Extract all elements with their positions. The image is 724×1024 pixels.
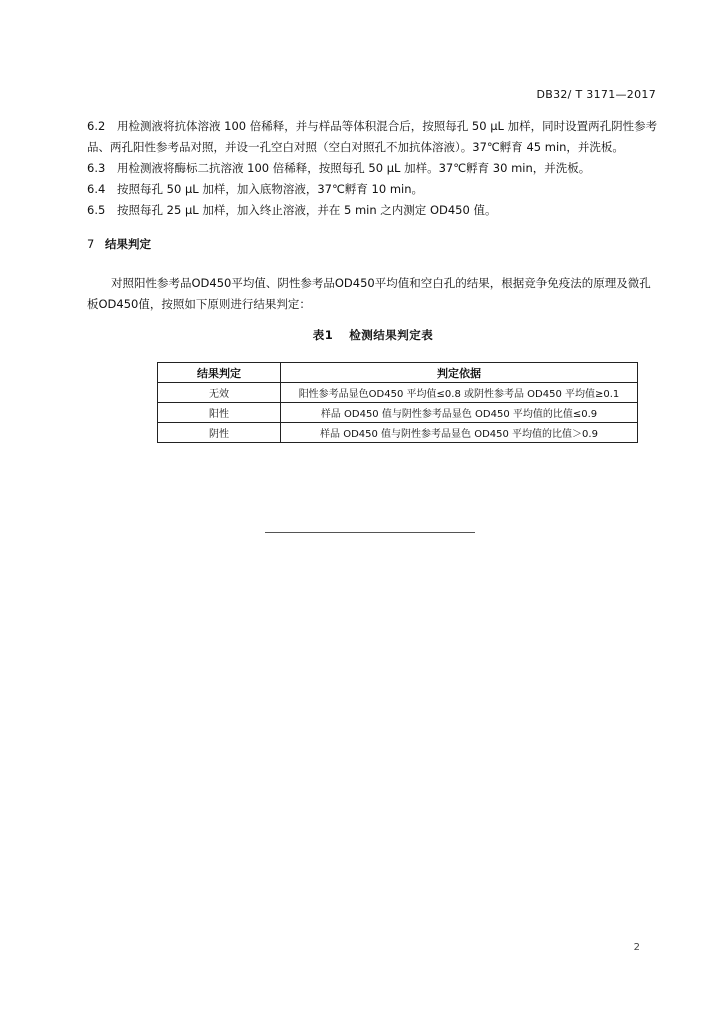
result-table xyxy=(157,362,638,443)
step-text: 按照每孔 50 μL 加样，加入底物溶液，37℃孵育 10 min。 xyxy=(117,182,424,196)
step-number: 6.3 xyxy=(87,161,106,175)
document-body xyxy=(87,116,659,346)
step-text: 用检测液将抗体溶液 100 倍稀释，并与样品等体积混合后，按照每孔 50 μL 加样，同时设置两孔阴性参考品、两孔阳性参考品对照，并设一孔空白对照（空白对照孔不加抗体溶液）。37℃孵育 45 min，并洗板。 xyxy=(87,119,658,154)
table-header-row xyxy=(158,363,638,383)
step-number: 6.2 xyxy=(87,119,106,133)
section-body: 对照阳性参考品OD450平均值、阴性参考品OD450平均值和空白孔的结果，根据竞争免疫法的原理及微孔板OD450值，按照如下原则进行结果判定： xyxy=(87,276,651,311)
step-6-2 xyxy=(87,116,659,158)
table-caption xyxy=(87,325,659,346)
table-header-cell: 结果判定 xyxy=(158,363,281,383)
table-row xyxy=(158,403,638,423)
section-heading xyxy=(87,234,659,255)
step-6-4 xyxy=(87,179,659,200)
table-cell: 样品 OD450 值与阴性参考品显色 OD450 平均值的比值≤0.9 xyxy=(281,403,638,423)
page-number: 2 xyxy=(633,942,640,953)
section-title: 结果判定 xyxy=(105,237,151,251)
step-6-5 xyxy=(87,200,659,221)
table-cell: 阳性参考品显色OD450 平均值≤0.8 或阴性参考品 OD450 平均值≥0.1 xyxy=(281,383,638,403)
step-number: 6.5 xyxy=(87,203,106,217)
table-header-cell: 判定依据 xyxy=(281,363,638,383)
end-of-document-rule xyxy=(265,532,475,533)
table-row xyxy=(158,423,638,443)
standard-code-header: DB32/ T 3171—2017 xyxy=(536,88,656,101)
table-row xyxy=(158,383,638,403)
table-cell: 样品 OD450 值与阴性参考品显色 OD450 平均值的比值＞0.9 xyxy=(281,423,638,443)
table-caption-title: 检测结果判定表 xyxy=(349,328,434,342)
step-text: 按照每孔 25 μL 加样，加入终止溶液，并在 5 min 之内测定 OD450 值。 xyxy=(117,203,497,217)
table-cell: 阴性 xyxy=(158,423,281,443)
table-cell: 无效 xyxy=(158,383,281,403)
table-caption-number: 表1 xyxy=(312,328,334,342)
step-number: 6.4 xyxy=(87,182,106,196)
section-number: 7 xyxy=(87,237,95,251)
step-6-3 xyxy=(87,158,659,179)
step-text: 用检测液将酶标二抗溶液 100 倍稀释，按照每孔 50 μL 加样。37℃孵育 30 min，并洗板。 xyxy=(117,161,591,175)
table-cell: 阳性 xyxy=(158,403,281,423)
